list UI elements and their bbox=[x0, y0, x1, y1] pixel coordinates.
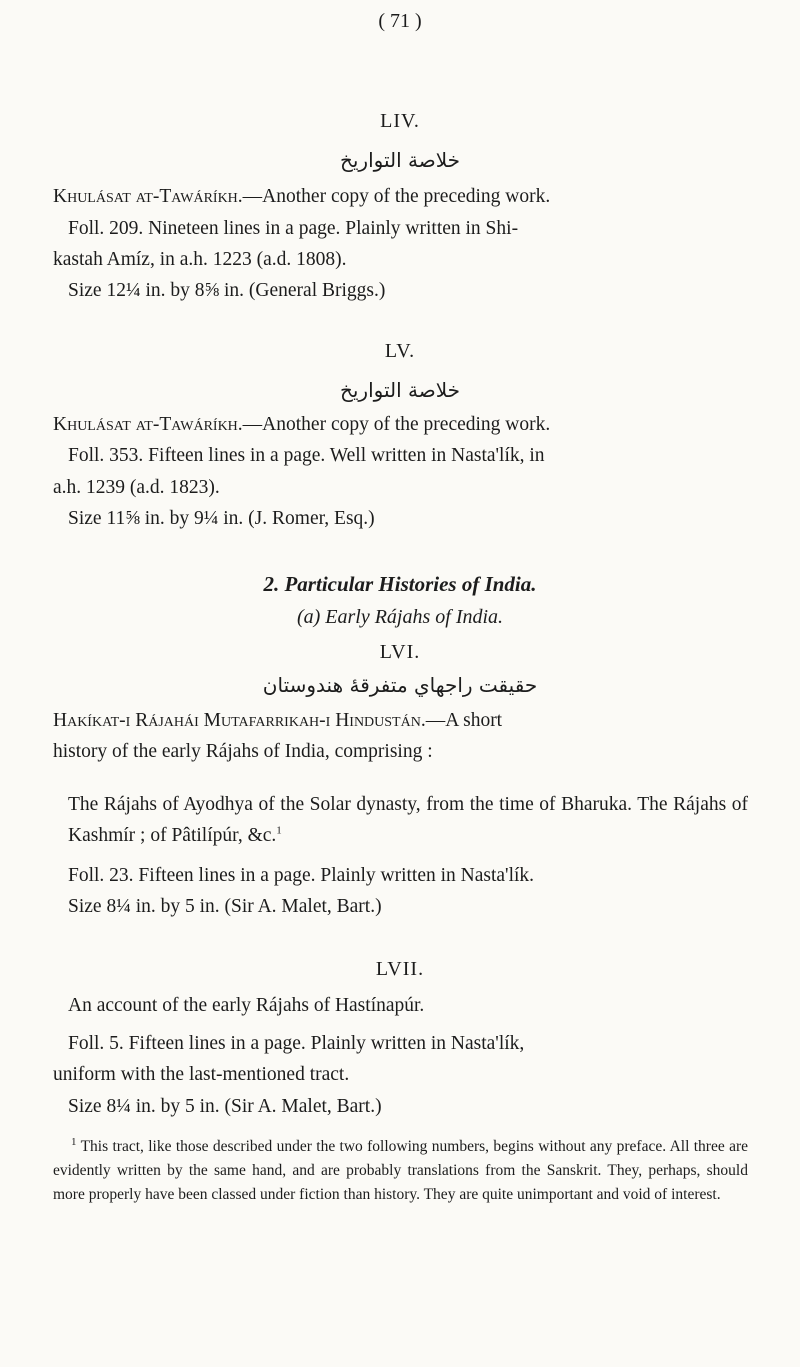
title-transliteration: Hakíkat-i Rájahái Mutafarrikah-i Hindustán. bbox=[53, 710, 426, 731]
entry-numeral-lvi: LVI. bbox=[379, 641, 421, 663]
entry-date-liv: kastah Amíz, in a.h. 1223 (a.d. 1808). bbox=[53, 249, 347, 270]
entry-folios-liv: Foll. 209. Nineteen lines in a page. Plainly written in Shi- bbox=[68, 218, 519, 239]
arabic-title-lv: خلاصة التواريخ bbox=[339, 378, 461, 402]
entry-size-lvii: Size 8¼ in. by 5 in. (Sir A. Malet, Bart.) bbox=[68, 1096, 382, 1117]
entry-folios-lv: Foll. 353. Fifteen lines in a page. Well written in Nasta'lík, in bbox=[68, 445, 545, 466]
subsection-heading: (a) Early Rájahs of India. bbox=[296, 606, 504, 628]
contents-text: The Rájahs of Ayodhya of the Solar dynasty, from the time of Bharuka. The Rájahs of Kashmír ; of Pâtilípúr, &c. bbox=[68, 794, 748, 846]
footnote-text: This tract, like those described under the two following numbers, begins without any preface. All three are evidently written by the same hand, and are probably translations from the Sanskrit. They, perhaps, should more properly have been classed under fiction than history. They are quite unimportant and void of interest. bbox=[53, 1138, 748, 1203]
entry-size-lv: Size 11⅝ in. by 9¼ in. (J. Romer, Esq.) bbox=[68, 508, 375, 529]
entry-uniform-lvii: uniform with the last-mentioned tract. bbox=[53, 1064, 350, 1085]
entry-contents-lvi bbox=[68, 789, 748, 851]
entry-numeral-liv: LIV. bbox=[380, 110, 420, 132]
title-description: —Another copy of the preceding work. bbox=[242, 414, 551, 435]
footnote bbox=[53, 1135, 748, 1207]
entry-desc-lvii: An account of the early Rájahs of Hastínapúr. bbox=[68, 995, 425, 1016]
title-description: —A short bbox=[425, 710, 503, 731]
section-heading: 2. Particular Histories of India. bbox=[263, 572, 537, 596]
entry-desc-lvi: history of the early Rájahs of India, comprising : bbox=[53, 741, 433, 762]
entry-numeral-lv: LV. bbox=[384, 340, 416, 362]
page-number: ( 71 ) bbox=[378, 10, 422, 32]
entry-folios-lvi: Foll. 23. Fifteen lines in a page. Plainly written in Nasta'lík. bbox=[68, 865, 535, 886]
entry-numeral-lvii: LVII. bbox=[375, 958, 425, 980]
entry-folios-lvii: Foll. 5. Fifteen lines in a page. Plainly written in Nasta'lík, bbox=[68, 1033, 525, 1054]
arabic-title-liv: خلاصة التواريخ bbox=[339, 148, 461, 172]
title-transliteration: Khulásat at-Tawáríkh. bbox=[53, 414, 243, 435]
entry-date-lv: a.h. 1239 (a.d. 1823). bbox=[53, 477, 220, 498]
title-transliteration: Khulásat at-Tawáríkh. bbox=[53, 186, 243, 207]
title-description: —Another copy of the preceding work. bbox=[242, 186, 551, 207]
entry-title-lvi bbox=[53, 710, 502, 732]
entry-title-liv bbox=[53, 186, 550, 208]
entry-title-lv bbox=[53, 414, 550, 436]
entry-size-liv: Size 12¼ in. by 8⅝ in. (General Briggs.) bbox=[68, 280, 386, 301]
footnote-marker: 1 bbox=[71, 1135, 77, 1148]
footnote-reference: 1 bbox=[276, 824, 282, 837]
entry-size-lvi: Size 8¼ in. by 5 in. (Sir A. Malet, Bart.) bbox=[68, 896, 382, 917]
arabic-title-lvi: حقيقت راجهاي متفرقهٔ هندوستان bbox=[262, 673, 538, 697]
